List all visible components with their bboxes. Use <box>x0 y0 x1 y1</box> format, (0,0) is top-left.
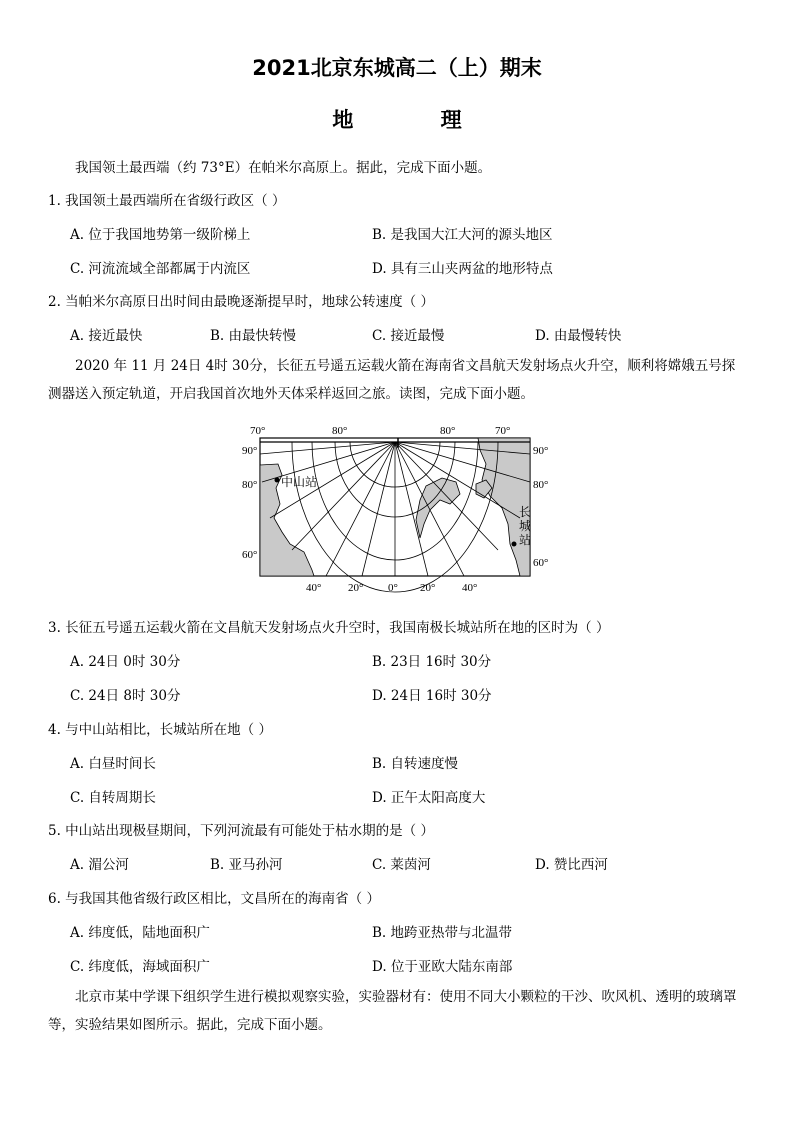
zhongshan-station-label: 中山站 <box>281 475 318 489</box>
q5-option-c: C. 莱茵河 <box>372 857 431 873</box>
q2-option-a: A. 接近最快 <box>70 328 143 344</box>
map-left-label-1: 90° <box>242 445 258 457</box>
q2-option-c: C. 接近最慢 <box>372 328 445 344</box>
q5-option-b: B. 亚马孙河 <box>210 857 283 873</box>
map-right-label-2: 80° <box>533 479 549 491</box>
intro-paragraph-3: 北京市某中学课下组织学生进行模拟观察实验，实验器材有：使用不同大小颗粒的干沙、吹风机、透明的玻璃罩等，实验结果如图所示。据此，完成下面小题。 <box>48 989 737 1033</box>
changcheng-station-label-1: 长 <box>519 505 532 519</box>
q3-option-c: C. 24日 8时 30分 <box>70 688 181 704</box>
question-2-stem: 2. 当帕米尔高原日出时间由最晚逐渐提早时，地球公转速度（ ） <box>48 294 434 310</box>
q6-option-a: A. 纬度低，陆地面积广 <box>70 925 210 941</box>
map-top-label-1: 70° <box>250 425 266 437</box>
map-bottom-label-3: 0° <box>388 582 398 594</box>
map-bottom-label-1: 40° <box>306 582 322 594</box>
q1-option-d: D. 具有三山夹两盆的地形特点 <box>372 261 553 277</box>
question-4-stem: 4. 与中山站相比，长城站所在地（ ） <box>48 722 272 738</box>
map-bottom-label-5: 40° <box>462 582 478 594</box>
q3-option-d: D. 24日 16时 30分 <box>372 688 492 704</box>
q1-option-c: C. 河流流域全部都属于内流区 <box>70 261 251 277</box>
q5-option-a: A. 湄公河 <box>70 857 129 873</box>
map-left-label-2: 80° <box>242 479 258 491</box>
map-right-label-3: 60° <box>533 557 549 569</box>
q5-option-d: D. 赞比西河 <box>535 857 608 873</box>
q3-option-b: B. 23日 16时 30分 <box>372 654 492 670</box>
intro-paragraph-1: 我国领土最西端（约 73°E）在帕米尔高原上。据此，完成下面小题。 <box>75 160 492 176</box>
question-3-stem: 3. 长征五号遥五运载火箭在文昌航天发射场点火升空时，我国南极长城站所在地的区时为（ ） <box>48 620 610 636</box>
subject-title: 地 理 <box>332 108 502 132</box>
map-left-label-3: 60° <box>242 549 258 561</box>
q6-option-b: B. 地跨亚热带与北温带 <box>372 925 513 941</box>
q6-option-c: C. 纬度低，海域面积广 <box>70 959 210 975</box>
map-top-label-3: 80° <box>440 425 456 437</box>
q6-option-d: D. 位于亚欧大陆东南部 <box>372 959 513 975</box>
q2-option-d: D. 由最慢转快 <box>535 328 622 344</box>
map-top-label-4: 70° <box>495 425 511 437</box>
q4-option-b: B. 自转速度慢 <box>372 756 459 772</box>
q4-option-c: C. 自转周期长 <box>70 790 156 806</box>
intro-paragraph-2: 2020 年 11 月 24日 4时 30分，长征五号遥五运载火箭在海南省文昌航天发射场点火升空，顺利将嫦娥五号探测器送入预定轨道，开启我国首次地外天体采样返回之旅。读图，完成下面小题。 <box>48 358 736 402</box>
map-top-label-2: 80° <box>332 425 348 437</box>
q4-option-d: D. 正午太阳高度大 <box>372 790 486 806</box>
question-6-stem: 6. 与我国其他省级行政区相比，文昌所在的海南省（ ） <box>48 891 380 907</box>
q4-option-a: A. 白昼时间长 <box>70 756 156 772</box>
map-right-label-1: 90° <box>533 445 549 457</box>
zhongshan-station-marker <box>275 478 280 483</box>
antarctica-map-figure <box>230 420 560 600</box>
q1-option-b: B. 是我国大江大河的源头地区 <box>372 227 553 243</box>
question-1-stem: 1. 我国领土最西端所在省级行政区（ ） <box>48 193 286 209</box>
changcheng-station-marker <box>512 542 517 547</box>
q3-option-a: A. 24日 0时 30分 <box>70 654 181 670</box>
q1-option-a: A. 位于我国地势第一级阶梯上 <box>70 227 251 243</box>
map-bottom-label-4: 20° <box>420 582 436 594</box>
page-title: 2021北京东城高二（上）期末 <box>252 56 542 80</box>
q2-option-b: B. 由最快转慢 <box>210 328 297 344</box>
question-5-stem: 5. 中山站出现极昼期间，下列河流最有可能处于枯水期的是（ ） <box>48 823 434 839</box>
changcheng-station-label-3: 站 <box>519 533 532 547</box>
changcheng-station-label-2: 城 <box>519 519 532 533</box>
map-bottom-label-2: 20° <box>348 582 364 594</box>
